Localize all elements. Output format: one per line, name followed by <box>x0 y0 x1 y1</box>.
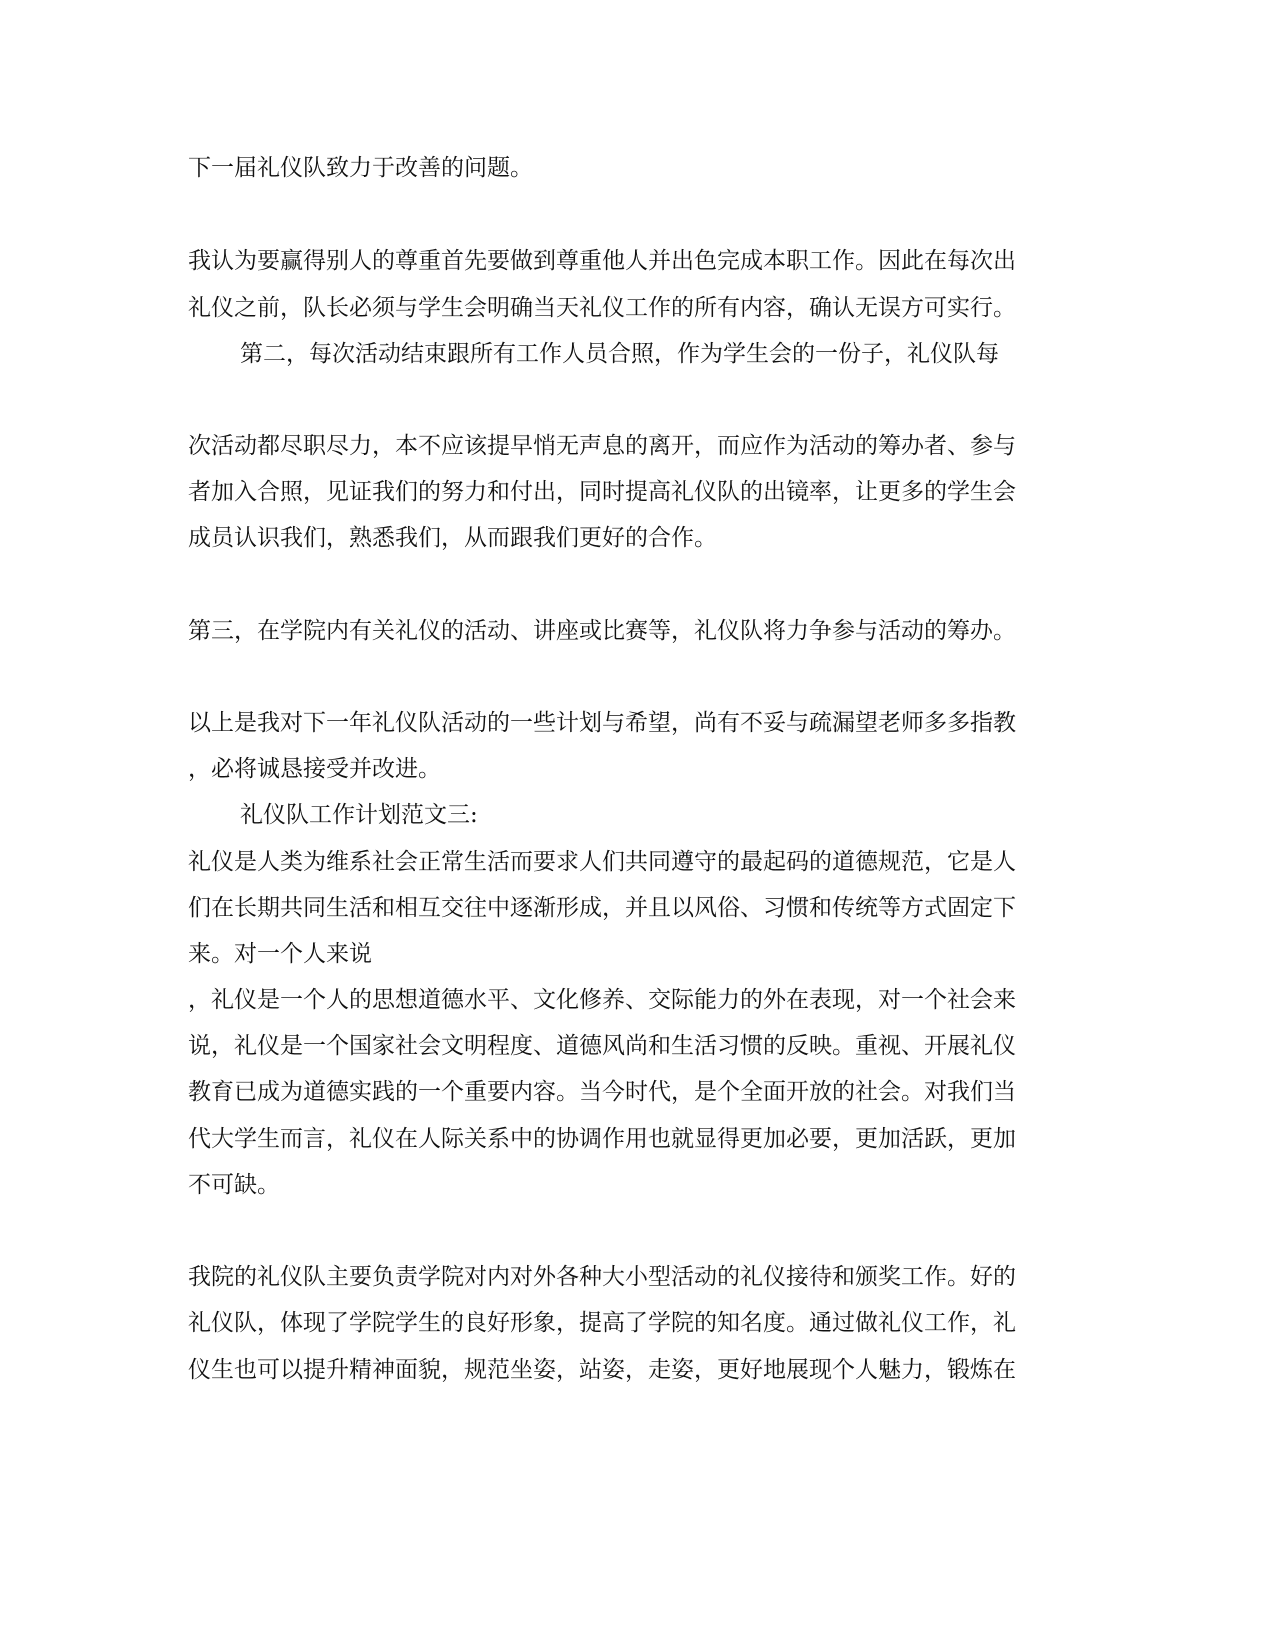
text-line: 代大学生而言，礼仪在人际关系中的协调作用也就显得更加必要，更加活跃，更加 <box>188 1126 1016 1152</box>
text-line: 下一届礼仪队致力于改善的问题。 <box>188 155 533 181</box>
text-line: 次活动都尽职尽力，本不应该提早悄无声息的离开，而应作为活动的筹办者、参与 <box>188 433 1016 459</box>
text-line: 不可缺。 <box>188 1172 280 1198</box>
text-line: 们在长期共同生活和相互交往中逐渐形成，并且以风俗、习惯和传统等方式固定下 <box>188 895 1016 921</box>
text-line: ，礼仪是一个人的思想道德水平、文化修养、交际能力的外在表现，对一个社会来 <box>188 987 1016 1013</box>
text-line: 礼仪之前，队长必须与学生会明确当天礼仪工作的所有内容，确认无误方可实行。 <box>188 295 1016 321</box>
text-line: 第二，每次活动结束跟所有工作人员合照，作为学生会的一份子，礼仪队每 <box>240 341 999 367</box>
text-line: 我院的礼仪队主要负责学院对内对外各种大小型活动的礼仪接待和颁奖工作。好的 <box>188 1264 1016 1290</box>
section-heading: 礼仪队工作计划范文三: <box>240 802 478 828</box>
text-line: 仪生也可以提升精神面貌，规范坐姿，站姿，走姿，更好地展现个人魅力，锻炼在 <box>188 1357 1016 1383</box>
text-line: 我认为要赢得别人的尊重首先要做到尊重他人并出色完成本职工作。因此在每次出 <box>188 248 1016 274</box>
text-line: 第三，在学院内有关礼仪的活动、讲座或比赛等，礼仪队将力争参与活动的筹办。 <box>188 618 1016 644</box>
text-line: 者加入合照，见证我们的努力和付出，同时提高礼仪队的出镜率，让更多的学生会 <box>188 479 1016 505</box>
text-line: ，必将诚恳接受并改进。 <box>188 756 441 782</box>
text-line: 礼仪是人类为维系社会正常生活而要求人们共同遵守的最起码的道德规范，它是人 <box>188 849 1016 875</box>
text-line: 教育已成为道德实践的一个重要内容。当今时代，是个全面开放的社会。对我们当 <box>188 1079 1016 1105</box>
text-line: 成员认识我们，熟悉我们，从而跟我们更好的合作。 <box>188 525 717 551</box>
text-line: 来。对一个人来说 <box>188 941 372 967</box>
text-line: 礼仪队，体现了学院学生的良好形象，提高了学院的知名度。通过做礼仪工作，礼 <box>188 1310 1016 1336</box>
text-line: 以上是我对下一年礼仪队活动的一些计划与希望，尚有不妥与疏漏望老师多多指教 <box>188 710 1016 736</box>
text-line: 说，礼仪是一个国家社会文明程度、道德风尚和生活习惯的反映。重视、开展礼仪 <box>188 1033 1016 1059</box>
